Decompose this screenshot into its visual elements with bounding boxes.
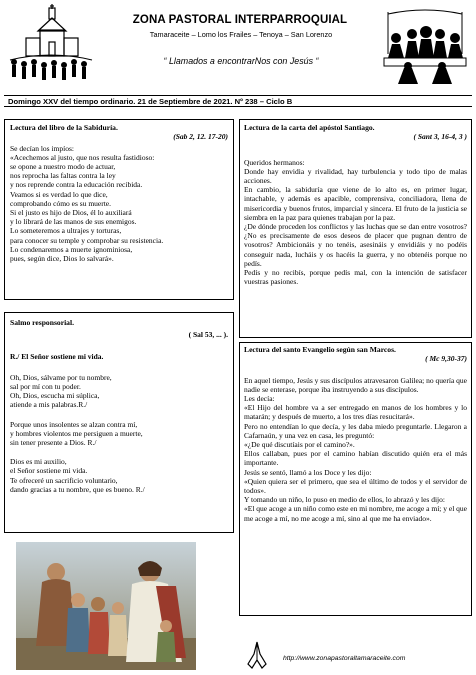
reading1-box bbox=[4, 119, 234, 300]
psalm-line: sin tener presente a Dios. R./ bbox=[10, 438, 97, 448]
psalm-line: Oh, Dios, escucha mi súplica, bbox=[10, 391, 100, 401]
gospel-paragraph: Les decía: bbox=[244, 394, 275, 404]
gospel-paragraph: Pero no entendían lo que decía, y les daba miedo preguntarle. Llegaron a Cafarnaún, y una vez en casa, les preguntó: bbox=[244, 421, 467, 440]
gospel-title: Lectura del santo Evangelio según san Marcos. bbox=[244, 345, 396, 354]
psalm-box bbox=[4, 312, 234, 533]
gospel-paragraph: «Quien quiera ser el primero, que sea el último de todos y el servidor de todos». bbox=[244, 476, 467, 496]
reading1-line: Lo someteremos a ultrajes y torturas, bbox=[10, 226, 122, 236]
motto: “ Llamados a encontrarNos con Jesús “ bbox=[163, 56, 319, 66]
psalm-line: Te ofreceré un sacrificio voluntario, bbox=[10, 475, 118, 485]
psalm-title: Salmo responsorial. bbox=[10, 318, 74, 327]
psalm-line: Porque unos insolentes se alzan contra mí, bbox=[10, 419, 138, 429]
psalm-line: Oh, Dios, sálvame por tu nombre, bbox=[10, 372, 112, 382]
psalm-stanza-3 bbox=[10, 457, 228, 494]
reading2-paragraph: Queridos hermanos: bbox=[244, 157, 305, 167]
gospel-paragraph: «El Hijo del hombre va a ser entregado en manos de los hombres y lo matarán; y después de muerto, a los tres días resucitará». bbox=[244, 403, 467, 422]
gospel-reference: ( Mc 9,30-37) bbox=[425, 354, 467, 364]
date-bar: Domingo XXV del tiempo ordinario. 21 de Septiembre de 2021. Nº 238 – Ciclo B bbox=[4, 95, 472, 107]
reading1-line: comprobando cómo es su muerte. bbox=[10, 198, 112, 208]
reading2-title: Lectura de la carta del apóstol Santiago. bbox=[244, 123, 375, 132]
psalm-reference: ( Sal 53, ... ). bbox=[188, 330, 228, 340]
reading1-line: Lo condenaremos a muerte ignominiosa, bbox=[10, 244, 133, 254]
gospel-box bbox=[239, 342, 472, 616]
psalm-line: y hombres violentos me persiguen a muerte, bbox=[10, 428, 143, 438]
reading1-line: y lo librará de las manos de sus enemigos. bbox=[10, 217, 137, 227]
gospel-paragraph: Ellos callaban, pues por el camino habían discutido quién era el más importante. bbox=[244, 449, 467, 468]
reading2-box bbox=[239, 119, 472, 338]
reading1-line: Si el justo es hijo de Dios, él lo auxiliará bbox=[10, 208, 132, 218]
gospel-paragraph: «¿De qué discutíais por el camino?». bbox=[244, 440, 355, 450]
psalm-line: el Señor sostiene mi vida. bbox=[10, 466, 88, 476]
reading1-line: «Acechemos al justo, que nos resulta fastidioso: bbox=[10, 152, 155, 162]
gospel-paragraph: Y tomando un niño, lo puso en medio de ellos, lo abrazó y les dijo: bbox=[244, 495, 445, 505]
reading1-title: Lectura del libro de la Sabiduría. bbox=[10, 123, 118, 132]
gospel-paragraph: En aquel tiempo, Jesús y sus discípulos atravesaron Galilea; no quería que nadie se enterase, porque iba instruyendo a sus discípulos. bbox=[244, 375, 467, 394]
psalm-response: R./ El Señor sostiene mi vida. bbox=[10, 351, 104, 361]
reading1-line: y nos reprende contra la educación recibida. bbox=[10, 180, 143, 190]
reading1-line: para conocer su temple y comprobar su resistencia. bbox=[10, 235, 164, 245]
gospel-paragraph: Jesús se sentó, llamó a los Doce y les dijo: bbox=[244, 467, 372, 477]
reading2-paragraph: Pedís y no recibís, porque pedís mal, con la intención de satisfacer vuestras pasiones. bbox=[244, 268, 467, 287]
website-link[interactable]: http://www.zonapastoraltamaraceite.com bbox=[283, 655, 406, 662]
reading1-line: Se decían los impíos: bbox=[10, 143, 74, 153]
praying-hands-icon bbox=[244, 640, 270, 670]
psalm-line: Dios es mi auxilio, bbox=[10, 457, 67, 467]
gospel-paragraph: «El que acoge a un niño como este en mi nombre, me acoge a mí; y el que me acoge a mí, no me acoge a mí, sino al que me ha enviado». bbox=[244, 504, 467, 523]
jesus-with-children-image bbox=[16, 542, 196, 670]
reading1-line: Veamos si es verdad lo que dice, bbox=[10, 189, 108, 199]
reading1-line: se opone a nuestro modo de actuar, bbox=[10, 162, 116, 172]
psalm-stanza-2 bbox=[10, 420, 228, 448]
church-logo bbox=[6, 4, 96, 86]
zone-title: ZONA PASTORAL INTERPARROQUIAL bbox=[132, 14, 348, 26]
reading2-paragraph: Donde hay envidia y rivalidad, hay turbulencia y todo tipo de malas acciones. bbox=[244, 166, 467, 186]
parishes-subtitle: Tamaraceite – Lomo los Frailes – Tenoya – San Lorenzo bbox=[149, 30, 333, 39]
reading2-paragraph: ¿De dónde proceden los conflictos y las luchas que se dan entre vosotros? ¿No es precisamente de esos deseos de placer que pugnan dentro de vosotros? Ambicionáis y no tenéis, asesináis y envidiáis y no podéis conseguir nada, lucháis y os hacéis la guerra, y no obtenéis porque no pedís. bbox=[244, 222, 467, 268]
reading1-line: nos reprocha las faltas contra la ley bbox=[10, 171, 116, 181]
reading1-text bbox=[10, 144, 228, 264]
psalm-line: atiende a mis palabras.R./ bbox=[10, 400, 88, 410]
reading2-reference: ( Sant 3, 16-4, 3 ) bbox=[413, 132, 467, 142]
psalm-stanza-1 bbox=[10, 373, 228, 410]
reading1-reference: (Sab 2, 12. 17-20) bbox=[173, 132, 228, 142]
reading1-line: pues, según dice, Dios lo salvará». bbox=[10, 254, 114, 264]
psalm-line: dando gracias a tu nombre, que es bueno. R./ bbox=[10, 484, 145, 494]
last-supper-illustration bbox=[378, 4, 472, 90]
reading2-paragraph: En cambio, la sabiduría que viene de lo alto es, en primer lugar, intachable, y además es apacible, comprensiva, conciliadora, llena de misericordia y buenos frutos, imparcial y sincera. El fruto de la justicia se siembra en la paz para quienes trabajan por la paz. bbox=[244, 185, 467, 222]
psalm-line: sal por mí con tu poder. bbox=[10, 382, 81, 392]
